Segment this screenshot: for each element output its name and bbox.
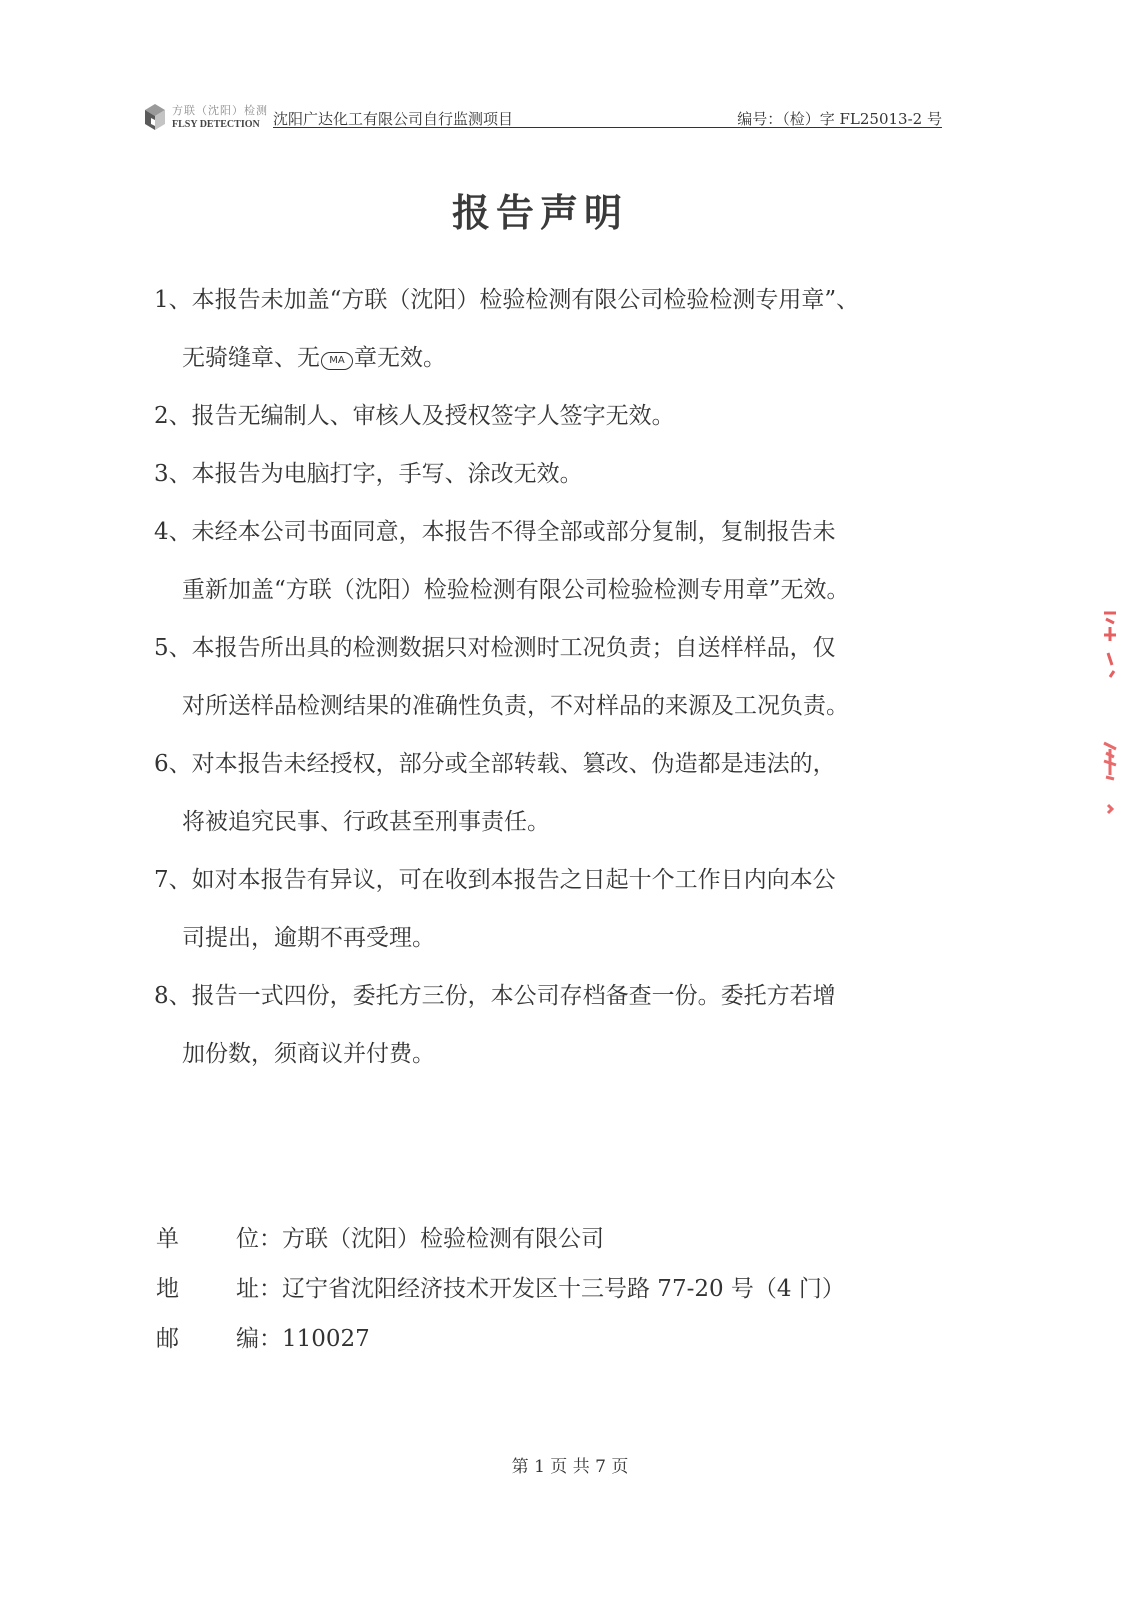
cma-mark-icon: MA xyxy=(321,352,353,370)
company-info xyxy=(156,1220,845,1370)
page-number: 第 1 页 共 7 页 xyxy=(511,1457,629,1477)
address-label-char: 地 xyxy=(156,1276,179,1302)
statement-4-line-2: 重新加盖“方联（沈阳）检验检测有限公司检验检测专用章”无效。 xyxy=(182,577,850,603)
statement-2-line-1: 2、报告无编制人、审核人及授权签字人签字无效。 xyxy=(154,403,675,429)
seal-stamp-fragment-top xyxy=(1090,605,1130,685)
seal-stamp-fragment-bottom xyxy=(1090,735,1130,825)
statement-7-line-2: 司提出，逾期不再受理。 xyxy=(182,925,435,951)
statement-7-line-1: 7、如对本报告有异议，可在收到本报告之日起十个工作日内向本公 xyxy=(154,867,836,893)
statement-8-line-2: 加份数，须商议并付费。 xyxy=(182,1041,435,1067)
statement-3-line-1: 3、本报告为电脑打字，手写、涂改无效。 xyxy=(154,461,583,487)
unit-label-char: 单 xyxy=(156,1226,179,1252)
statement-1-text-before: 无骑缝章、无 xyxy=(182,345,320,371)
page-title: 报告声明 xyxy=(451,191,628,235)
postcode-value: 110027 xyxy=(282,1326,370,1352)
report-code: 编号：（检）字 FL25013-2 号 xyxy=(737,110,942,128)
header-divider xyxy=(273,127,942,128)
company-logo xyxy=(142,100,272,134)
statement-5-line-2: 对所送样品检测结果的准确性负责，不对样品的来源及工况负责。 xyxy=(182,693,849,719)
statement-6-line-2: 将被追究民事、行政甚至刑事责任。 xyxy=(182,809,550,835)
statement-1-line-1: 1、本报告未加盖“方联（沈阳）检验检测有限公司检验检测专用章”、 xyxy=(154,287,860,313)
statement-5-line-1: 5、本报告所出具的检测数据只对检测时工况负责；自送样样品，仅 xyxy=(154,635,836,661)
address-value: 辽宁省沈阳经济技术开发区十三号路 77-20 号（4 门） xyxy=(282,1276,845,1302)
info-row-postcode xyxy=(156,1320,845,1370)
statement-6-line-1: 6、对本报告未经授权，部分或全部转载、篡改、伪造都是违法的， xyxy=(154,751,836,777)
page-header xyxy=(142,100,942,134)
unit-value: 方联（沈阳）检验检测有限公司 xyxy=(282,1226,604,1252)
logo-mark-icon xyxy=(142,102,168,132)
info-row-address xyxy=(156,1270,845,1320)
postcode-label-char: 邮 xyxy=(156,1326,179,1352)
info-row-unit xyxy=(156,1220,845,1270)
statement-8-line-1: 8、报告一式四份，委托方三份，本公司存档备查一份。委托方若增 xyxy=(154,983,836,1009)
statement-list xyxy=(154,282,934,1094)
logo-text-cn: 方联（沈阳）检测 xyxy=(172,104,268,117)
address-label-rest: 址： xyxy=(236,1276,282,1302)
logo-text-en: FLSY DETECTION xyxy=(172,119,260,130)
statement-1-line-2 xyxy=(154,340,934,398)
postcode-label-rest: 编： xyxy=(236,1326,282,1352)
project-name: 沈阳广达化工有限公司自行监测项目 xyxy=(273,110,514,128)
unit-label-rest: 位： xyxy=(236,1226,282,1252)
statement-4-line-1: 4、未经本公司书面同意，本报告不得全部或部分复制，复制报告未 xyxy=(154,519,836,545)
statement-1-text-after: 章无效。 xyxy=(354,345,446,371)
